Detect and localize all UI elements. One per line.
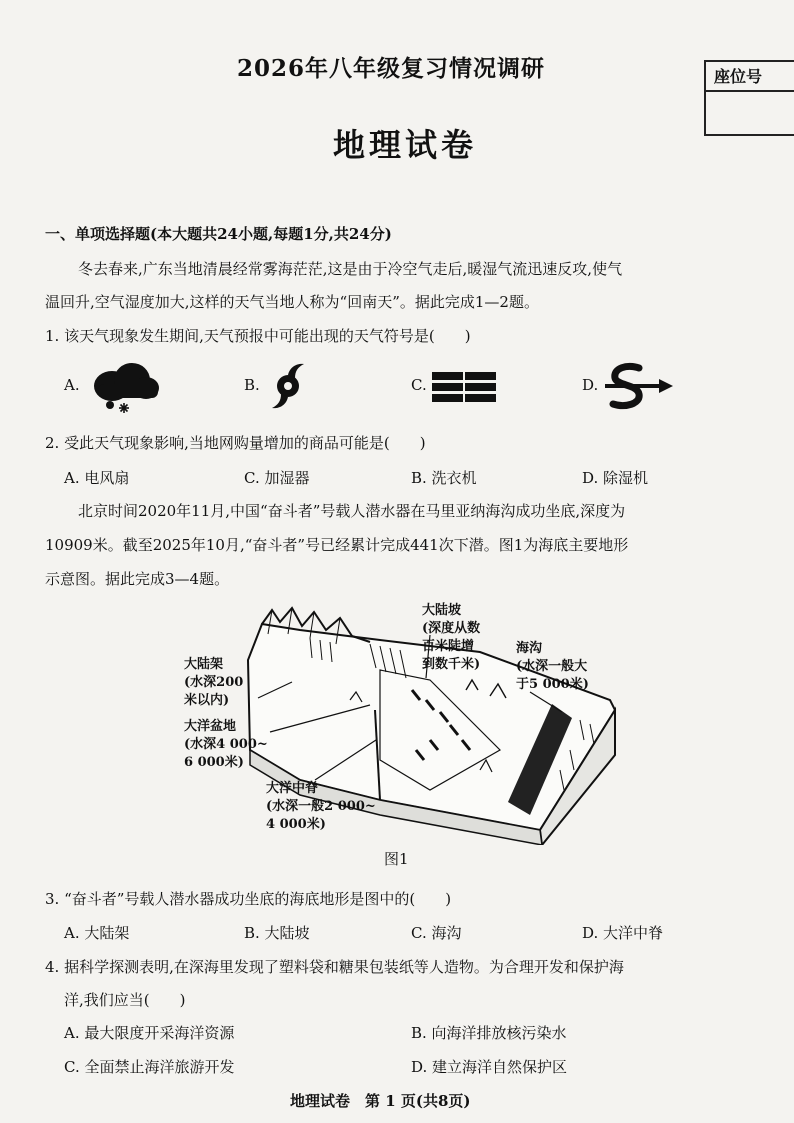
q1-option-b-label: B. <box>244 376 260 394</box>
q4-option-c: C. 全面禁止海洋旅游开发 <box>64 1058 235 1076</box>
exam-title: 2026年八年级复习情况调研 <box>237 55 546 82</box>
q1-option-c-label: C. <box>411 376 427 394</box>
figure-caption: 图1 <box>384 850 409 868</box>
q3-option-a: A. 大陆架 <box>64 924 130 942</box>
label-continental-shelf: 大陆架 (水深200 米以内) <box>184 657 244 708</box>
section-heading: 一、单项选择题(本大题共24小题,每题1分,共24分) <box>45 225 392 243</box>
passage1-line1: 冬去春来,广东当地清晨经常雾海茫茫,这是由于冷空气走后,暖湿气流迅速反攻,使气 <box>78 260 623 278</box>
page-footer: 地理试卷 第 1 页(共8页) <box>290 1092 471 1110</box>
seat-number-box <box>704 60 794 136</box>
q2-option-2: C. 加湿器 <box>244 469 310 487</box>
passage2-line3: 示意图。据此完成3—4题。 <box>45 570 230 588</box>
label-mid-ocean-ridge: 大洋中脊 (水深一般2 000~ 4 000米) <box>266 781 376 832</box>
fog-icon <box>432 372 496 402</box>
q2-stem: 2. 受此天气现象影响,当地网购量增加的商品可能是( ) <box>45 434 426 452</box>
q3-option-b: B. 大陆坡 <box>244 924 310 942</box>
q3-option-d: D. 大洋中脊 <box>582 924 664 942</box>
passage2-line1: 北京时间2020年11月,中国“奋斗者”号载人潜水器在马里亚纳海沟成功坐底,深度为 <box>78 502 626 520</box>
q4-option-a: A. 最大限度开采海洋资源 <box>64 1024 235 1042</box>
q4-option-d: D. 建立海洋自然保护区 <box>411 1058 568 1076</box>
label-continental-slope: 大陆坡 (深度从数 百米陡增 到数千米) <box>422 603 481 672</box>
exam-subtitle: 地理试卷 <box>333 126 478 164</box>
q4-option-b: B. 向海洋排放核污染水 <box>411 1024 567 1042</box>
q2-option-1: A. 电风扇 <box>64 469 130 487</box>
q2-option-3: B. 洗衣机 <box>411 469 477 487</box>
q1-option-a-label: A. <box>64 376 80 394</box>
label-ocean-basin: 大洋盆地 (水深4 000~ 6 000米) <box>184 719 268 770</box>
q4-stem-line1: 4. 据科学探测表明,在深海里发现了塑料袋和糖果包装纸等人造物。为合理开发和保护海 <box>45 958 624 976</box>
typhoon-icon <box>268 360 308 412</box>
q1-stem: 1. 该天气现象发生期间,天气预报中可能出现的天气符号是( ) <box>45 327 471 345</box>
q4-stem-line2: 洋,我们应当( ) <box>64 991 186 1009</box>
q3-option-c: C. 海沟 <box>411 924 462 942</box>
passage1-line2: 温回升,空气湿度加大,这样的天气当地人称为“回南天”。据此完成1—2题。 <box>45 293 539 311</box>
rain-snow-cloud-icon <box>84 358 164 416</box>
q1-option-d-label: D. <box>582 376 599 394</box>
passage2-line2: 10909米。截至2025年10月,“奋斗者”号已经累计完成441次下潜。图1为海底主要地形 <box>45 536 629 554</box>
q2-option-4: D. 除湿机 <box>582 469 649 487</box>
label-trench: 海沟 (水深一般大 于5 000米) <box>516 641 589 692</box>
seat-number-label: 座位号 <box>706 62 794 92</box>
q3-stem: 3. “奋斗者”号载人潜水器成功坐底的海底地形是图中的( ) <box>45 890 452 908</box>
sandstorm-icon <box>603 362 675 412</box>
